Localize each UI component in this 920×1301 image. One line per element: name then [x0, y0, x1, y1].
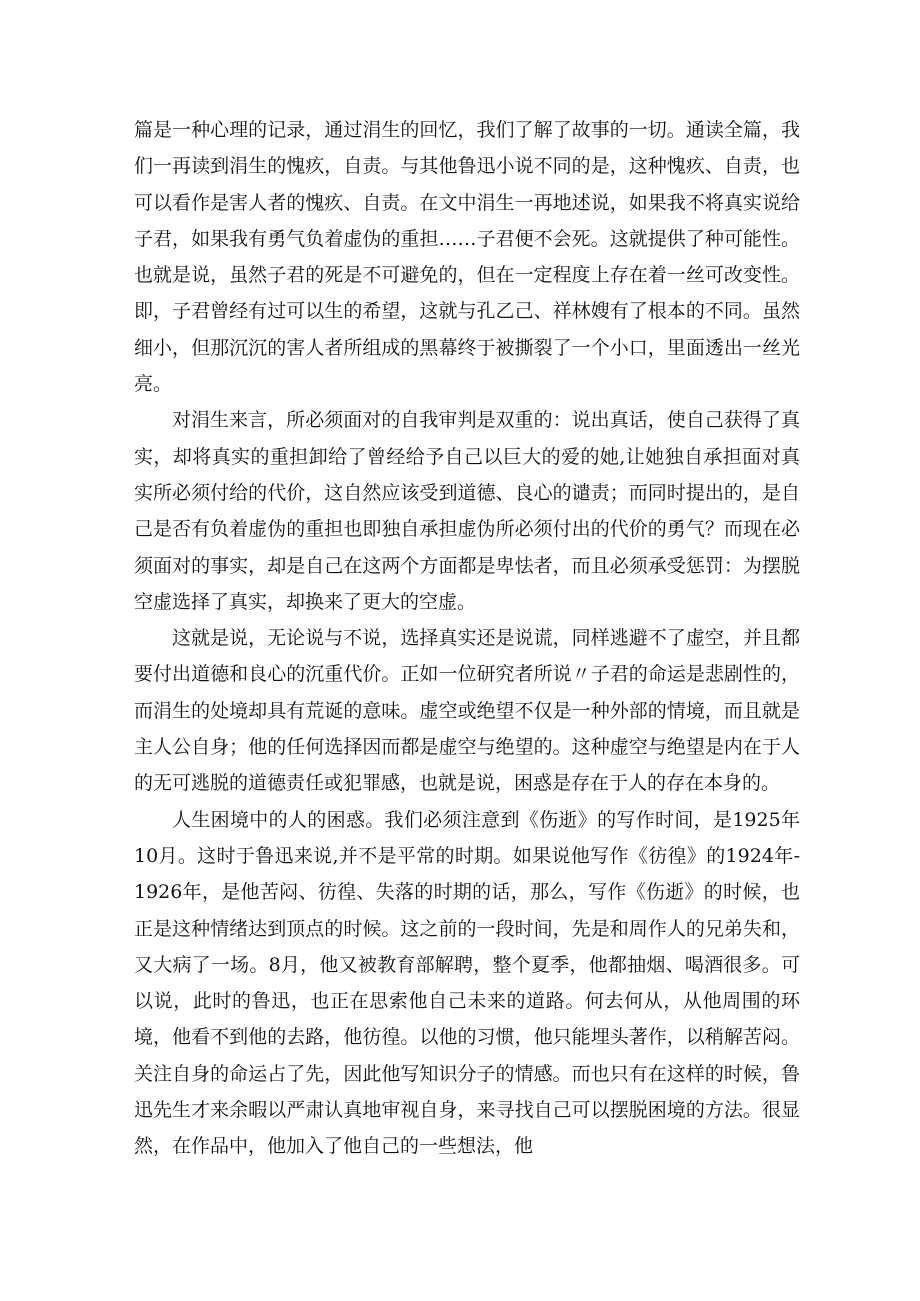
paragraph: 人生困境中的人的困惑。我们必须注意到《伤逝》的写作时间，是1925年10月。这时于鲁迅来说,并不是平常的时期。如果说他写作《彷徨》的1924年-1926年，是他苦闷、彷徨、失落的时期的话，那么，写作《伤逝》的时候，也正是这种情绪达到顶点的时候。这之前的一段时间，先是和周作人的兄弟失和，又大病了一场。8月，他又被教育部解聘，整个夏季，他都抽烟、喝酒很多。可以说，此时的鲁迅，也正在思索他自己未来的道路。何去何从，从他周围的环境，他看不到他的去路，他彷徨。以他的习惯，他只能埋头著作，以稍解苦闷。关注自身的命运占了先，因此他写知识分子的情感。而也只有在这样的时候，鲁迅先生才来余暇以严肃认真地审视自身，来寻找自己可以摆脱困境的方法。很显然，在作品中，他加入了他自己的一些想法，他: [134, 808, 800, 1158]
paragraph-continued: 篇是一种心理的记录，通过涓生的回忆，我们了解了故事的一切。通读全篇，我们一再读到涓生的愧疚，自责。与其他鲁迅小说不同的是，这种愧疚、自责，也可以看作是害人者的愧疚、自责。在文中涓生一再地述说，如果我不将真实说给子君，如果我有勇气负着虚伪的重担……子君便不会死。这就提供了种可能性。也就是说，虽然子君的死是不可避免的，但在一定程度上存在着一丝可改变性。即，子君曾经有过可以生的希望，这就与孔乙己、祥林嫂有了根本的不同。虽然细小，但那沉沉的害人者所组成的黑幕终于被撕裂了一个小口，里面透出一丝光亮。: [134, 119, 800, 396]
paragraph: 这就是说，无论说与不说，选择真实还是说谎，同样逃避不了虚空，并且都要付出道德和良心的沉重代价。正如一位研究者所说〃子君的命运是悲剧性的，而涓生的处境却具有荒诞的意味。虚空或绝望不仅是一种外部的情境，而且就是主人公自身；他的任何选择因而都是虚空与绝望的。这种虚空与绝望是内在于人的无可逃脱的道德责任或犯罪感，也就是说，困惑是存在于人的存在本身的。: [134, 627, 800, 795]
paragraph: 对涓生来言，所必须面对的自我审判是双重的：说出真话，使自己获得了真实，却将真实的重担卸给了曾经给予自己以巨大的爱的她,让她独自承担面对真实所必须付给的代价，这自然应该受到道德、良心的谴责；而同时提出的，是自己是否有负着虚伪的重担也即独自承担虚伪所必须付出的代价的勇气？而现在必须面对的事实，却是自己在这两个方面都是卑怯者，而且必须承受惩罚：为摆脱空虚选择了真实，却换来了更大的空虚。: [134, 409, 800, 613]
